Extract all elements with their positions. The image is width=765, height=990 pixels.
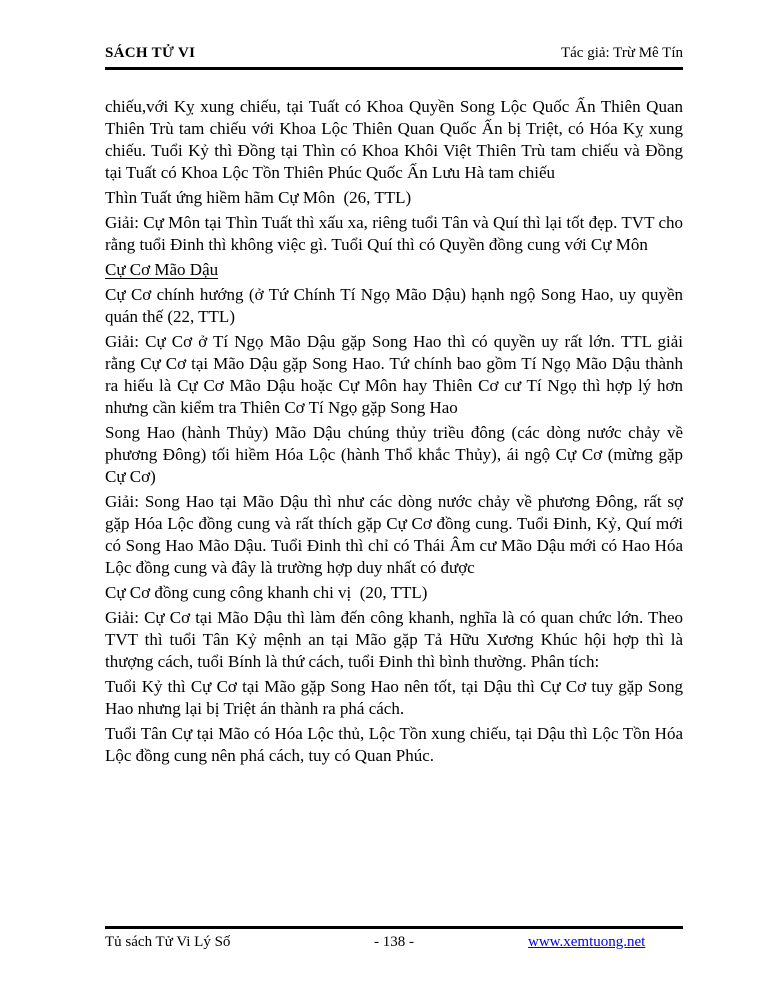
page-header <box>105 44 683 70</box>
rule-statement-song-hao: Song Hao (hành Thủy) Mão Dậu chúng thủy triều đông (các dòng nước chảy về phương Đông) tối hiềm Hóa Lộc (hành Thổ khắc Thủy), ái ngộ Cự Cơ (mừng gặp Cự Cơ) <box>105 423 683 486</box>
analysis-tuoi-ky-paragraph: Tuổi Kỷ thì Cự Cơ tại Mão gặp Song Hao nên tốt, tại Dậu thì Cự Cơ tuy gặp Song Hao nhưng lại bị Triệt án thành ra phá cách. <box>105 677 683 718</box>
paragraph-continuation: chiếu,với Kỵ xung chiếu, tại Tuất có Khoa Quyền Song Lộc Quốc Ấn Thiên Quan Thiên Trù tam chiếu với Khoa Lộc Thiên Quan Quốc Ấn bị Triệt, có Hóa Kỵ xung chiếu. Tuổi Kỷ thì Đồng tại Thìn có Khoa Khôi Việt Thiên Trù tam chiếu và Đồng tại Tuất có Khoa Lộc Tồn Thiên Phúc Quốc Ấn Lưu Hà tam chiếu <box>105 97 683 182</box>
footer-website-link[interactable]: www.xemtuong.net <box>528 934 646 950</box>
section-heading-text: Cự Cơ Mão Dậu <box>105 260 219 279</box>
page-body <box>105 96 683 770</box>
giai-cu-co-dong-cung-paragraph: Giải: Cự Cơ tại Mão Dậu thì làm đến công khanh, nghĩa là có quan chức lớn. Theo TVT thì tuổi Tân Kỷ mệnh an tại Mão gặp Tả Hữu Xương Khúc hội hợp thì là thượng cách, tuổi Bính là thứ cách, tuổi Đinh thì bình thường. Phân tích: <box>105 608 683 671</box>
rule-statement-thin-tuat-cu-mon: Thìn Tuất ứng hiềm hãm Cự Môn (26, TTL) <box>105 188 412 207</box>
giai-cu-co-tu-chinh-paragraph: Giải: Cự Cơ ở Tí Ngọ Mão Dậu gặp Song Hao thì có quyền uy rất lớn. TTL giải rằng Cự Cơ tại Mão Dậu gặp Song Hao. Tứ chính bao gồm Tí Ngọ Mão Dậu thành ra hiếu là Cự Cơ Mão Dậu hoặc Cự Môn hay Thiên Cơ cư Tí Ngọ thì hợp lý hơn nhưng cần kiểm tra Thiên Cơ Tí Ngọ gặp Song Hao <box>105 332 683 417</box>
giai-cu-mon-paragraph: Giải: Cự Môn tại Thìn Tuất thì xấu xa, riêng tuổi Tân và Quí thì lại tốt đẹp. TVT cho rằng tuổi Đinh thì không việc gì. Tuổi Quí thì có Quyền đồng cung với Cự Môn <box>105 213 683 254</box>
page-footer <box>105 926 683 952</box>
section-heading-cu-co-mao-dau <box>105 259 683 281</box>
header-author: Tác giả: Trừ Mê Tín <box>560 45 683 61</box>
header-book-title: SÁCH TỬ VI <box>105 45 196 61</box>
rule-statement-cu-co-chinh-huong: Cự Cơ chính hướng (ở Tứ Chính Tí Ngọ Mão Dậu) hạnh ngộ Song Hao, uy quyền quán thế (22, TTL) <box>105 285 683 326</box>
footer-page-number: - 138 - <box>374 934 414 950</box>
footer-series-title: Tủ sách Tử Vi Lý Số <box>105 934 231 950</box>
footer-link-wrapper <box>490 933 683 952</box>
giai-song-hao-paragraph: Giải: Song Hao tại Mão Dậu thì như các dòng nước chảy về phương Đông, rất sợ gặp Hóa Lộc đồng cung và rất thích gặp Cự Cơ đồng cung. Tuổi Đinh, Kỷ, Quí mới có Song Hao Mão Dậu. Tuổi Đinh thì chỉ có Thái Âm cư Mão Dậu mới có Hao Hóa Lộc đồng cung và đây là trường hợp duy nhất có được <box>105 492 683 577</box>
rule-statement-cu-co-dong-cung: Cự Cơ đồng cung công khanh chi vị (20, TTL) <box>105 583 428 602</box>
analysis-tuoi-tan-paragraph: Tuổi Tân Cự tại Mão có Hóa Lộc thủ, Lộc Tồn xung chiếu, tại Dậu thì Lộc Tồn Hóa Lộc đồng cung nên phá cách, tuy có Quan Phúc. <box>105 724 683 765</box>
